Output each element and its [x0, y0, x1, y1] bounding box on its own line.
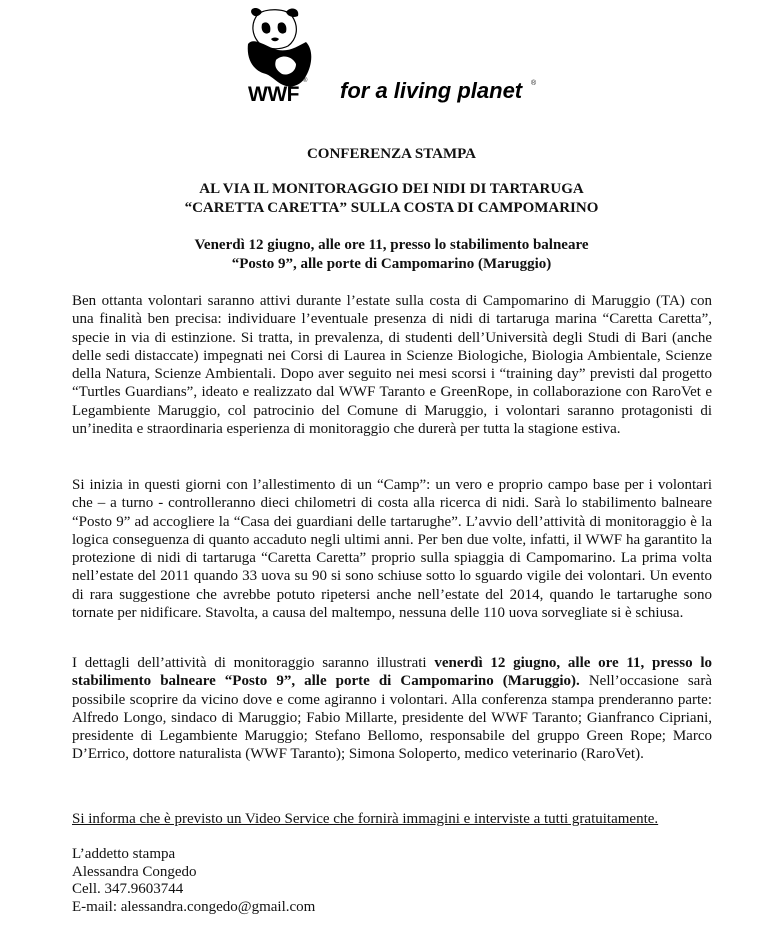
contact-email: E-mail: alessandra.congedo@gmail.com	[72, 898, 316, 915]
press-contact	[72, 846, 315, 916]
contact-phone: Cell. 347.9603744	[72, 881, 184, 897]
subtitle-line-2: “Posto 9”, alle porte di Campomarino (Maruggio)	[231, 256, 552, 272]
event-subtitle	[0, 236, 783, 274]
video-service-notice: Si informa che è previsto un Video Service che fornirà immagini e interviste a tutti gratuitamente.	[72, 811, 659, 827]
details-participants: Nell’occasione sarà possibile scoprire da vicino dove e come agiranno i volontari. Alla conferenza stampa prenderanno parte: Alfredo Longo, sindaco di Maruggio; Fabio Millarte, presidente del WWF Taranto; Gianfranco Cipriani, presidente di Legambiente Maruggio; Stefano Bellomo, responsabile del gruppo Green Rope; Marco D’Errico, dottore naturalista (WWF Taranto); Simona Soloperto, medico veterinario (RaroVet).	[72, 673, 712, 763]
wwf-logo	[246, 6, 546, 106]
title-line-1: AL VIA IL MONITORAGGIO DEI NIDI DI TARTARUGA	[199, 181, 584, 197]
details-event-bold: venerdì 12 giugno, alle ore 11, presso lo stabilimento balneare “Posto 9”, alle porte di Campomarino (Maruggio).	[72, 655, 712, 690]
title-line-2: “CARETTA CARETTA” SULLA COSTA DI CAMPOMARINO	[184, 200, 599, 216]
subtitle-line-1: Venerdì 12 giugno, alle ore 11, presso lo stabilimento balneare	[194, 237, 589, 253]
paragraph-camp: Si inizia in questi giorni con l’allestimento di un “Camp”: un vero e proprio campo base per i volontari che – a turno - controlleranno dieci chilometri di costa alla ricerca di nidi. Sarà lo stabilimento balneare “Posto 9” ad accogliere la “Casa dei guardiani delle tartarughe”. L’avvio dell’attività di monitoraggio è la logica conseguenza di quanto accaduto negli ultimi anni. Per ben due volte, infatti, il WWF ha garantito la protezione di nidi di tartaruga “Caretta Caretta” proprio sulla spiaggia di Campomarino. La prima volta nell’estate del 2011 quando 33 uova su 90 si sono schiuse sotto lo sguardo vigile dei volontari. Un evento di rara suggestione che avrebbe potuto ripetersi anche nell’estate del 2014, quando le tartarughe sono tornate per nidificare. Stavolta, a causa del maltempo, nessuna delle 110 uova sorvegliate si è schiusa.	[72, 477, 712, 622]
conference-heading: CONFERENZA STAMPA	[306, 146, 477, 162]
contact-name: Alessandra Congedo	[72, 863, 197, 880]
paragraph-details	[72, 654, 712, 764]
tagline-registered-mark: ®	[531, 80, 537, 87]
paragraph-volunteers: Ben ottanta volontari saranno attivi durante l’estate sulla costa di Campomarino di Maruggio (TA) con una finalità ben precisa: individuare l’eventuale presenza di nidi di tartaruga marina “Caretta Caretta”, specie in via di estinzione. Si tratta, in prevalenza, di studenti dell’Università degli Studi di Bari (anche delle sedi distaccate) impegnati nei Corsi di Laurea in Scienze Biologiche, Biologia Ambientale, Scienze della Natura, Scienze Ambientali. Dopo aver seguito nei mesi scorsi i “training day” previsti dal progetto “Turtles Guardians”, ideato e realizzato dal WWF Taranto e GreenRope, in collaborazione con RaroVet e Legambiente Maruggio, col patrocinio del Comune di Maruggio, i volontari saranno protagonisti di un’inedita e straordinaria esperienza di monitoraggio che durerà per tutta la stagione estiva.	[72, 293, 712, 438]
registered-mark: ®	[303, 78, 308, 84]
details-intro: I dettagli dell’attività di monitoraggio saranno illustrati	[72, 655, 435, 671]
contact-role: L’addetto stampa	[72, 846, 176, 862]
wwf-wordmark: WWF	[248, 83, 299, 106]
press-title	[0, 180, 783, 218]
logo-tagline: for a living planet	[340, 78, 523, 103]
